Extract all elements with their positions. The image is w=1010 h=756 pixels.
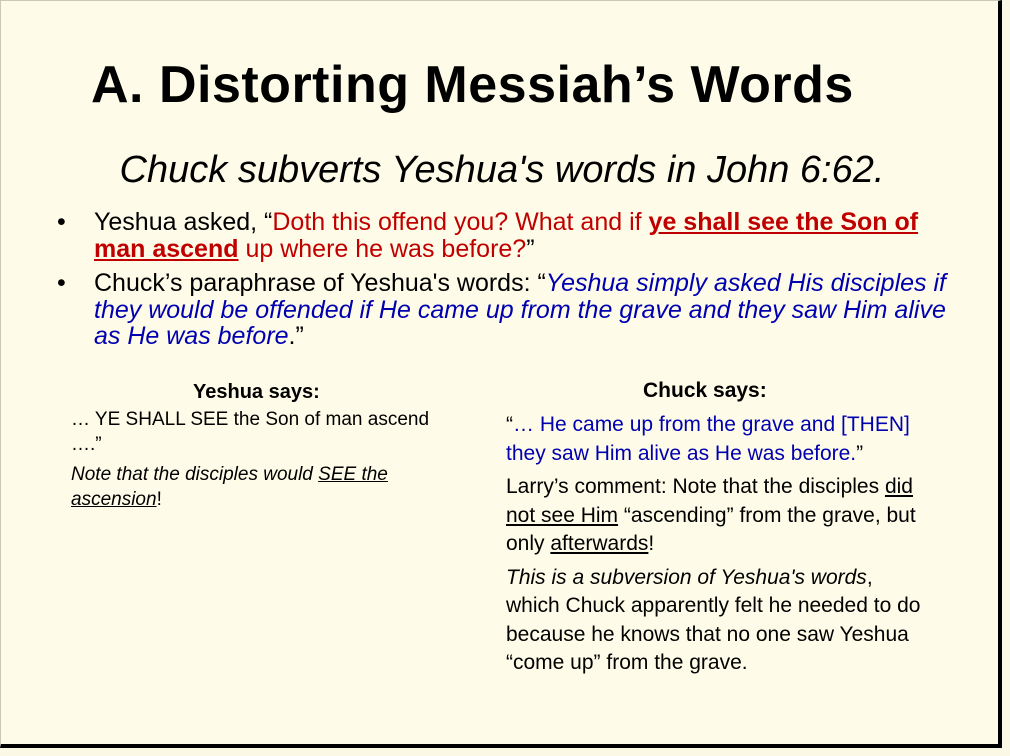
subversion-rest: , which Chuck apparently felt he needed to do because he knows that no one saw Yeshua “come up” from the grave. <box>506 565 921 674</box>
bullet-list <box>57 209 957 358</box>
bullet-yeshua-asked <box>57 209 957 262</box>
comment-underlined2: afterwards <box>550 532 649 555</box>
bullet1-red-text: Doth this offend you? What and if <box>272 208 649 236</box>
bullet1-red-text-end: up where he was before? <box>238 234 527 263</box>
bullet-marker: • <box>57 208 66 236</box>
yeshua-says-column <box>71 407 431 517</box>
yeshua-quote: … YE SHALL SEE the Son of man ascend ….” <box>71 409 430 455</box>
larry-comment <box>506 473 926 559</box>
comment-underlined1: did not see Him <box>506 475 913 527</box>
bullet2-blue-italic: Yeshua simply asked His disciples if they would be offended if He came up from the grave and they saw Him alive as He was before <box>94 269 946 350</box>
bullet1-red-bold-underlined: ye shall see the Son of man ascend <box>94 208 919 263</box>
comment-part1: Larry’s comment: Note that the disciples <box>506 475 885 498</box>
chuck-quote-blue: … He came up from the grave and [THEN] they saw Him alive as He was before. <box>506 413 910 465</box>
slide-subtitle: Chuck subverts Yeshua's words in John 6:62. <box>119 149 885 191</box>
yeshua-says-heading: Yeshua says: <box>193 381 320 403</box>
subversion-italic: This is a subversion of Yeshua's words <box>506 565 867 589</box>
chuck-says-heading: Chuck says: <box>643 379 767 402</box>
comment-part3: ! <box>648 532 655 555</box>
chuck-quote <box>506 411 926 468</box>
bullet1-close-quote: ” <box>526 234 535 263</box>
yeshua-note <box>71 462 431 512</box>
chuck-quote-open: “ <box>506 413 513 436</box>
yeshua-note-prefix: Note that the disciples would <box>71 464 319 485</box>
chuck-quote-close: ” <box>856 441 864 465</box>
bullet2-close: .” <box>288 322 304 350</box>
yeshua-note-underlined: SEE the ascension <box>71 464 388 510</box>
subversion-note <box>506 564 926 678</box>
chuck-says-column <box>506 411 926 683</box>
bullet-chuck-paraphrase <box>57 270 957 350</box>
bullet1-intro: Yeshua asked, “ <box>94 208 273 236</box>
comment-part2: “ascending” from the grave, but only <box>506 503 916 555</box>
bullet-marker: • <box>57 269 66 297</box>
bullet2-intro: Chuck’s paraphrase of Yeshua's words: “ <box>94 269 546 297</box>
slide-title: A. Distorting Messiah’s Words <box>91 56 854 114</box>
yeshua-note-suffix: ! <box>156 489 162 510</box>
